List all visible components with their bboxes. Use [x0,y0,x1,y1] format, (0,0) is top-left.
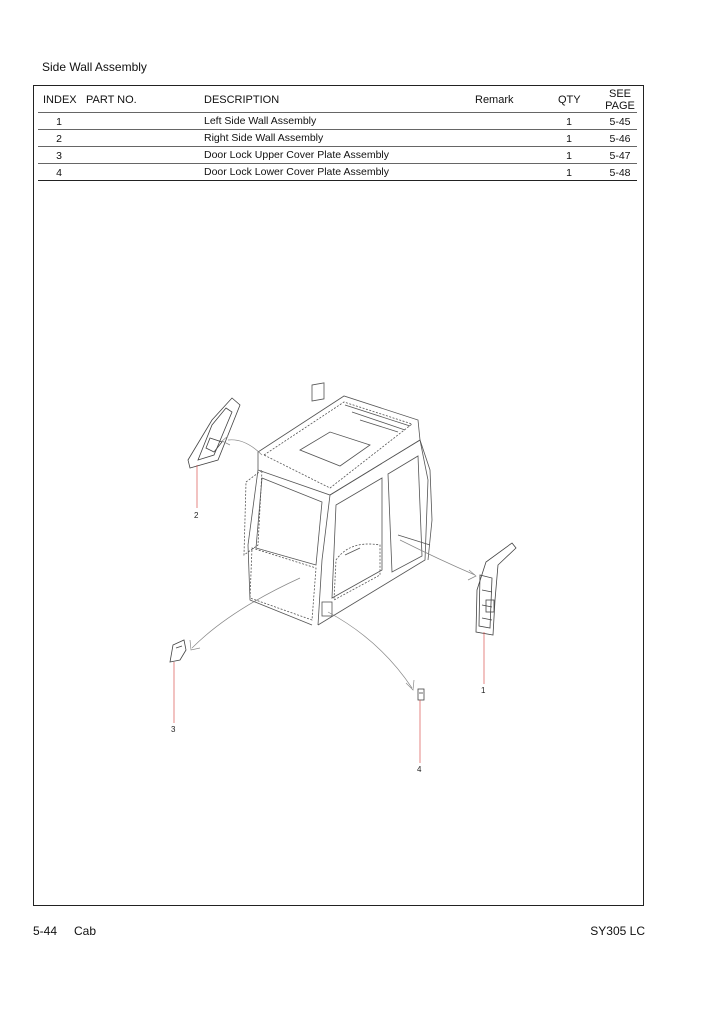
part-3-drawing [170,640,186,662]
page-title: Side Wall Assembly [42,60,147,74]
row-qty: 1 [566,133,572,145]
callout-4: 4 [417,765,422,774]
table-divider [38,112,637,113]
part-4-drawing [418,689,424,700]
row-description: Right Side Wall Assembly [204,132,324,144]
row-see-page: 5-47 [609,150,631,162]
row-qty: 1 [566,167,572,179]
row-see-page: 5-48 [609,167,631,179]
row-qty: 1 [566,116,572,128]
row-description: Door Lock Lower Cover Plate Assembly [204,166,389,178]
row-see-page: 5-46 [609,133,631,145]
callout-1: 1 [481,686,486,695]
footer-model: SY305 LC [590,924,645,938]
header-see-page-line2: PAGE [605,100,635,112]
exploded-view-diagram [34,185,642,900]
row-index: 2 [56,133,62,145]
row-qty: 1 [566,150,572,162]
row-description: Door Lock Upper Cover Plate Assembly [204,149,389,161]
row-description: Left Side Wall Assembly [204,115,317,127]
part-2-drawing [188,398,240,468]
header-qty: QTY [558,94,581,106]
callout-3: 3 [171,725,176,734]
row-index: 3 [56,150,62,162]
header-see-page-line1: SEE [608,88,631,100]
leader-lines [174,465,484,763]
explosion-arrows [190,436,476,690]
header-see-page [605,88,635,112]
table-divider [38,129,637,130]
row-index: 1 [56,116,62,128]
callout-2: 2 [194,511,199,520]
table-divider [38,163,637,164]
cab-drawing [244,383,432,625]
header-remark: Remark [475,94,514,106]
footer-section: Cab [74,924,97,938]
table-divider [38,146,637,147]
header-description: DESCRIPTION [204,94,280,106]
part-1-drawing [476,543,516,635]
row-see-page: 5-45 [609,116,631,128]
row-index: 4 [56,167,62,179]
footer-page-number: 5-44 [33,924,58,938]
header-index: INDEX [43,94,77,106]
table-bottom-rule [38,180,637,181]
header-part-no: PART NO. [86,94,137,106]
